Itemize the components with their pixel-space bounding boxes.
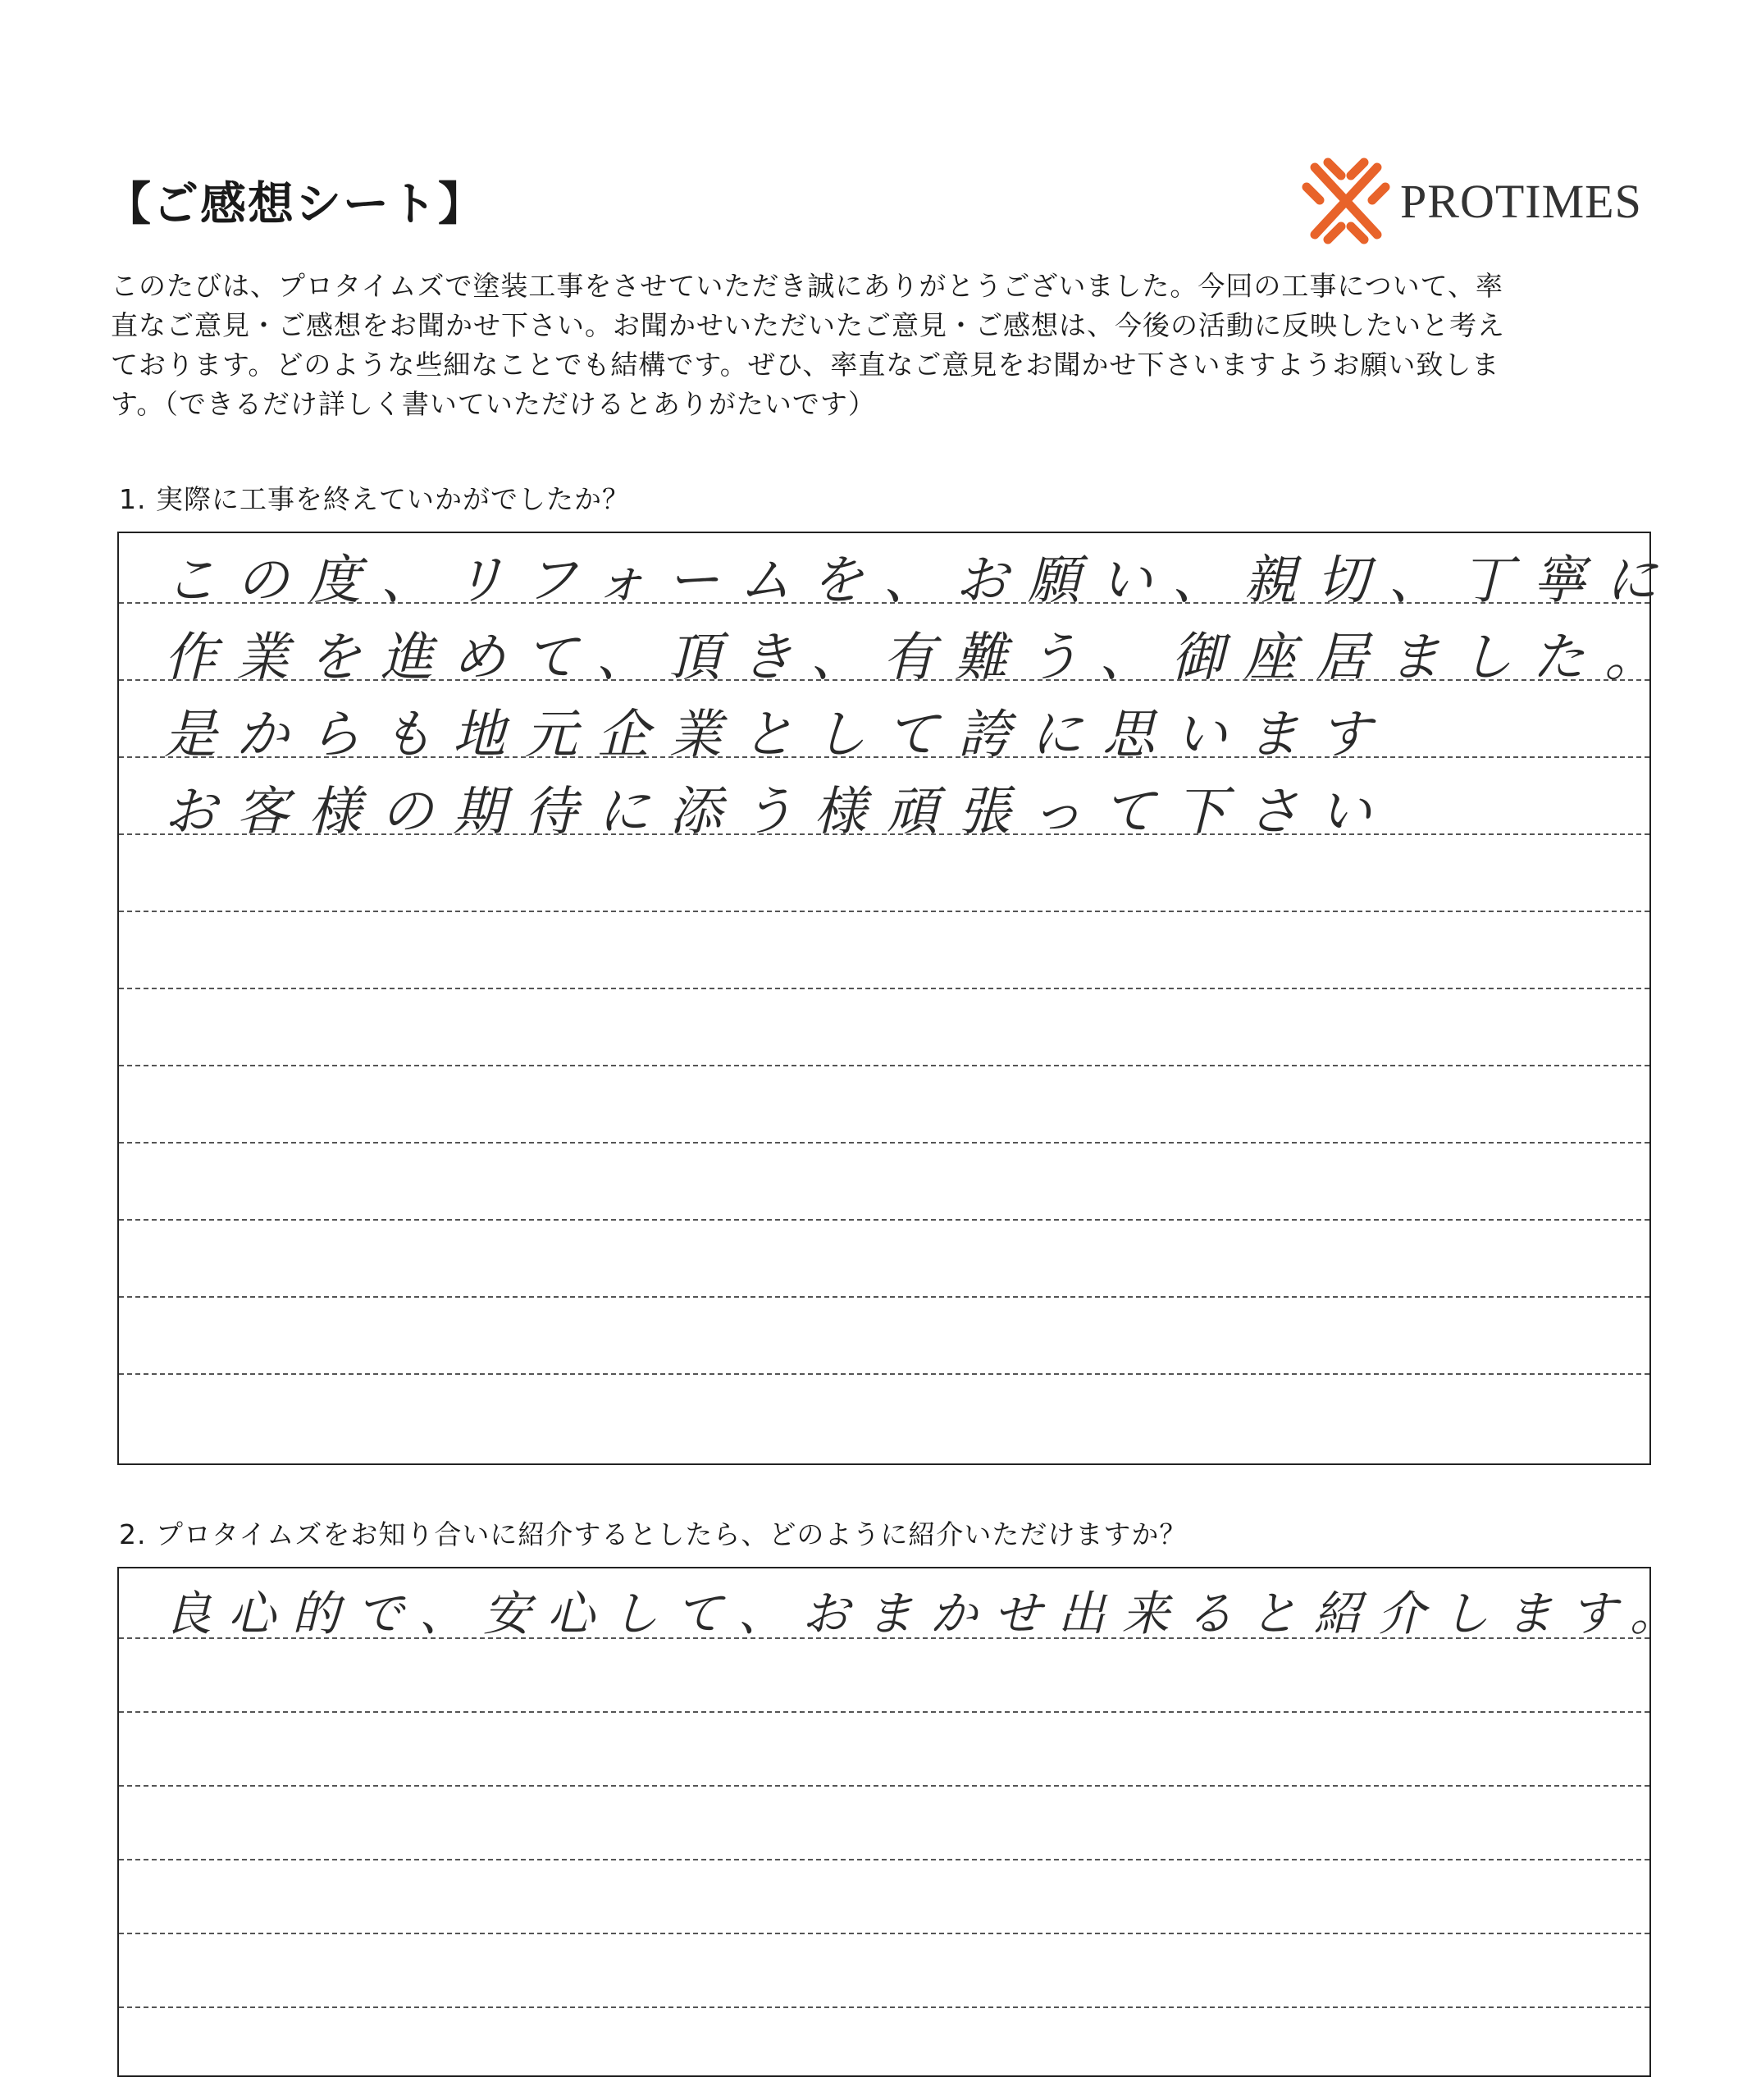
intro-line: ております。どのような些細なことでも結構です。ぜひ、率直なご意見をお聞かせ下さいますようお願い致しま: [111, 349, 1500, 381]
handwritten-answer-line: 作業を進めて、頂き、有難う、御座居ました。: [164, 628, 1677, 688]
ruled-line: [119, 1859, 1649, 1860]
intro-line: す。（できるだけ詳しく書いていただけるとありがたいです）: [111, 388, 876, 420]
page-title: 【ご感想シート】: [105, 178, 486, 231]
ruled-line: [119, 1373, 1649, 1375]
question-1-answer-box: [117, 532, 1677, 1465]
question-2-answer-box: [117, 1567, 1695, 2077]
intro-line: 直なご意見・ご感想をお聞かせ下さい。お聞かせいただいたご意見・ご感想は、今後の活動に反映したいと考え: [111, 309, 1505, 341]
ruled-line: [119, 2006, 1649, 2008]
question-1-label: 1. 実際に工事を終えていかがでしたか？: [119, 483, 630, 515]
ruled-line: [119, 911, 1649, 912]
ruled-line: [119, 1142, 1649, 1144]
ruled-line: [119, 1785, 1649, 1787]
handwritten-answer-line: この度、リフォームを、お願い、親切、丁寧に: [164, 550, 1677, 611]
handwritten-answer-line: 良心的で、安心して、おまかせ出来ると紹介します。: [164, 1586, 1695, 1641]
ruled-line: [119, 1065, 1649, 1066]
intro-line: このたびは、プロタイムズで塗装工事をさせていただき誠にありがとうございました。今回の工事について、率: [111, 270, 1504, 302]
handwritten-answer-line: 是からも地元企業として誇に思います: [164, 705, 1391, 765]
ruled-line: [119, 1933, 1649, 1934]
intro-paragraph: [111, 267, 1653, 424]
ruled-line: [119, 988, 1649, 989]
ruled-line: [119, 1296, 1649, 1298]
ruled-line: [119, 1711, 1649, 1713]
handwritten-answer-line: お客様の期待に添う様頑張って下さい: [164, 782, 1391, 842]
protimes-mark-icon: [1300, 156, 1392, 246]
brand-logo: [1300, 156, 1642, 246]
ruled-line: [119, 1219, 1649, 1221]
brand-name: PROTIMES: [1400, 174, 1642, 228]
question-2-label: 2. プロタイムズをお知り合いに紹介するとしたら、どのように紹介いただけますか？: [119, 1518, 1188, 1550]
